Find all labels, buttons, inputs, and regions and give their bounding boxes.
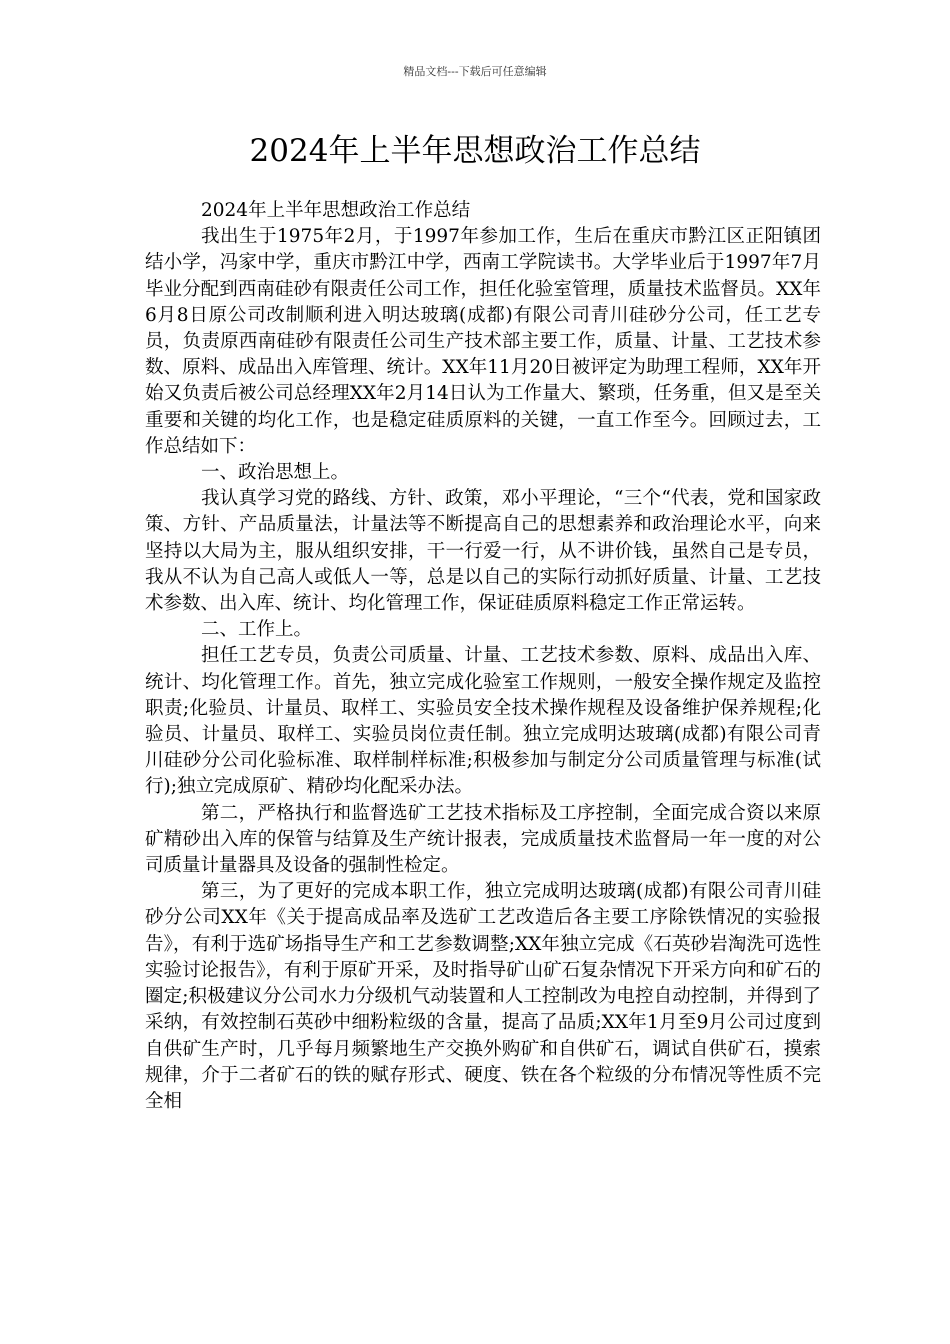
section-heading-political: 一、政治思想上。: [201, 462, 350, 484]
document-title: 2024年上半年思想政治工作总结: [249, 133, 701, 169]
paragraph-subtitle: 2024年上半年思想政治工作总结: [201, 200, 471, 221]
section-heading-work: 二、工作上。: [201, 619, 313, 641]
paragraph-introduction: 我出生于1975年2月，于1997年参加工作，生后在重庆市黔江区正阳镇团结小学，冯家中学，重庆市黔江中学，西南工学院读书。大学毕业后于1997年7月毕业分配到西南硅砂有限责任公司工作，担任化验室管理，质量技术监督员。XX年6月8日原公司改制顺利进入明达玻璃(成都)有限公司青川硅砂分公司，任工艺专员，负责原西南硅砂有限责任公司生产技术部主要工作，质量、计量、工艺技术参数、原料、成品出入库管理、统计。XX年11月20日被评定为助理工程师，XX年开始又负责后被公司总经理XX年2月14日认为工作量大、繁琐，任务重，但又是至关重要和关键的均化工作，也是稳定硅质原料的关键，一直工作至今。回顾过去，工作总结如下：: [145, 226, 821, 457]
paragraph-political: 我认真学习党的路线、方针、政策，邓小平理论，“三个“代表，党和国家政策、方针、产品质量法，计量法等不断提高自己的思想素养和政治理论水平，向来坚持以大局为主，服从组织安排，干一行爱一行，从不讲价钱，虽然自己是专员，我从不认为自己高人或低人一等，总是以自己的实际行动抓好质量、计量、工艺技术参数、出入库、统计、均化管理工作，保证硅质原料稳定工作正常运转。: [145, 488, 821, 615]
paragraph-work-third: 第三，为了更好的完成本职工作，独立完成明达玻璃(成都)有限公司青川硅砂分公司XX年《关于提高成品率及选矿工艺改造后各主要工序除铁情况的实验报告》，有利于选矿场指导生产和工艺参数调整;XX年独立完成《石英砂岩淘洗可选性实验讨论报告》，有利于原矿开采，及时指导矿山矿石复杂情况下开采方向和矿石的圈定;积极建议分公司水力分级机气动装置和人工控制改为电控自动控制，并得到了采纳，有效控制石英砂中细粉粒级的含量，提高了品质;XX年1月至9月公司过度到自供矿生产时，几乎每月频繁地生产交换外购矿和自供矿石，调试自供矿石，摸索规律，介于二者矿石的铁的赋存形式、硬度、铁在各个粒级的分布情况等性质不完全相: [145, 881, 821, 1112]
paragraph-work-second: 第二，严格执行和监督选矿工艺技术指标及工序控制，全面完成合资以来原矿精砂出入库的保管与结算及生产统计报表，完成质量技术监督局一年一度的对公司质量计量器具及设备的强制性检定。: [145, 802, 821, 877]
paragraph-work-first: 担任工艺专员，负责公司质量、计量、工艺技术参数、原料、成品出入库、统计、均化管理工作。首先，独立完成化验室工作规则，一般安全操作规定及监控职责;化验员、计量员、取样工、实验员安全技术操作规程及设备维护保养规程;化验员、计量员、取样工、实验员岗位责任制。独立完成明达玻璃(成都)有限公司青川硅砂分公司化验标准、取样制样标准;积极参加与制定分公司质量管理与标准(试行);独立完成原矿、精砂均化配采办法。: [145, 645, 821, 798]
document-body: [145, 198, 821, 1115]
page-header-watermark: 精品文档---下载后可任意编辑: [403, 65, 547, 78]
